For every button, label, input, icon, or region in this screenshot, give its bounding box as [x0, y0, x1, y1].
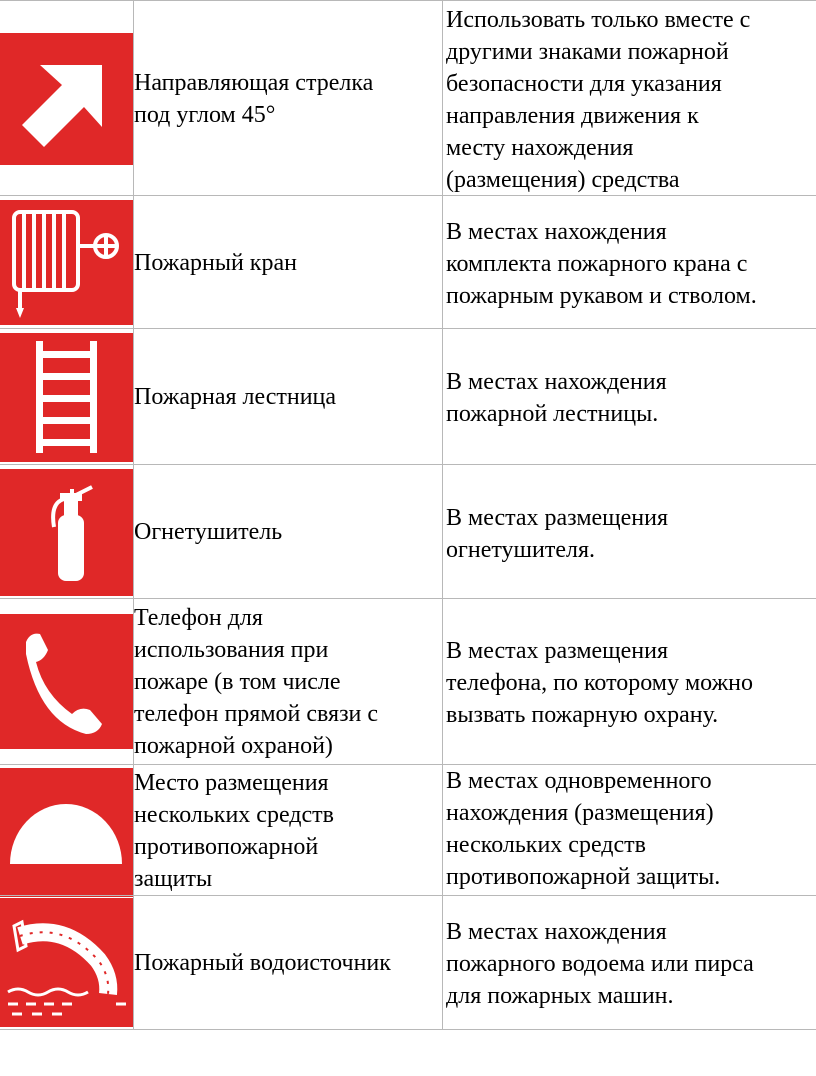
- sign-usage: В местах нахождения комплекта пожарного крана с пожарным рукавом и стволом.: [446, 219, 757, 309]
- sign-name: Пожарная лестница: [134, 384, 337, 410]
- fire-ladder-icon: [0, 333, 133, 462]
- sign-name: Огнетушитель: [134, 519, 283, 545]
- table-row: [0, 598, 816, 765]
- telephone-handset-icon: [0, 614, 133, 749]
- table-row: [0, 195, 816, 329]
- diagonal-arrow-icon: [0, 33, 133, 165]
- sign-name: Пожарный водоисточник: [134, 949, 391, 976]
- fire-hose-reel-icon: [0, 200, 133, 325]
- table-row: [0, 895, 816, 1030]
- sign-name: Телефон для использования при пожаре (в том числе телефон прямой связи с пожарной охраной): [134, 605, 379, 759]
- table-row: [0, 464, 816, 599]
- table-row: [0, 764, 816, 896]
- sign-usage: В местах размещения телефона, по которому можно вызвать пожарную охрану.: [446, 638, 753, 728]
- fire-extinguisher-icon: [0, 469, 133, 596]
- sign-name: Пожарный кран: [134, 249, 297, 276]
- sign-name: Место размещения нескольких средств противопожарной защиты: [134, 769, 334, 892]
- column-divider: [442, 0, 443, 1029]
- water-source-icon: [0, 898, 133, 1027]
- half-circle-icon: [0, 768, 133, 897]
- sign-usage: Использовать только вместе с другими знаками пожарной безопасности для указания направления движения к месту нахождения (размещения) средства: [446, 7, 751, 193]
- sign-usage: В местах одновременного нахождения (размещения) нескольких средств противопожарной защиты.: [446, 768, 721, 890]
- sign-name: Направляющая стрелка под углом 45°: [134, 69, 374, 128]
- table-row: [0, 328, 816, 465]
- column-divider: [133, 0, 134, 1029]
- sign-usage: В местах размещения огнетушителя.: [446, 505, 669, 563]
- sign-usage: В местах нахождения пожарной лестницы.: [446, 369, 667, 427]
- sign-usage: В местах нахождения пожарного водоема или пирса для пожарных машин.: [446, 919, 754, 1009]
- table-row: [0, 0, 816, 196]
